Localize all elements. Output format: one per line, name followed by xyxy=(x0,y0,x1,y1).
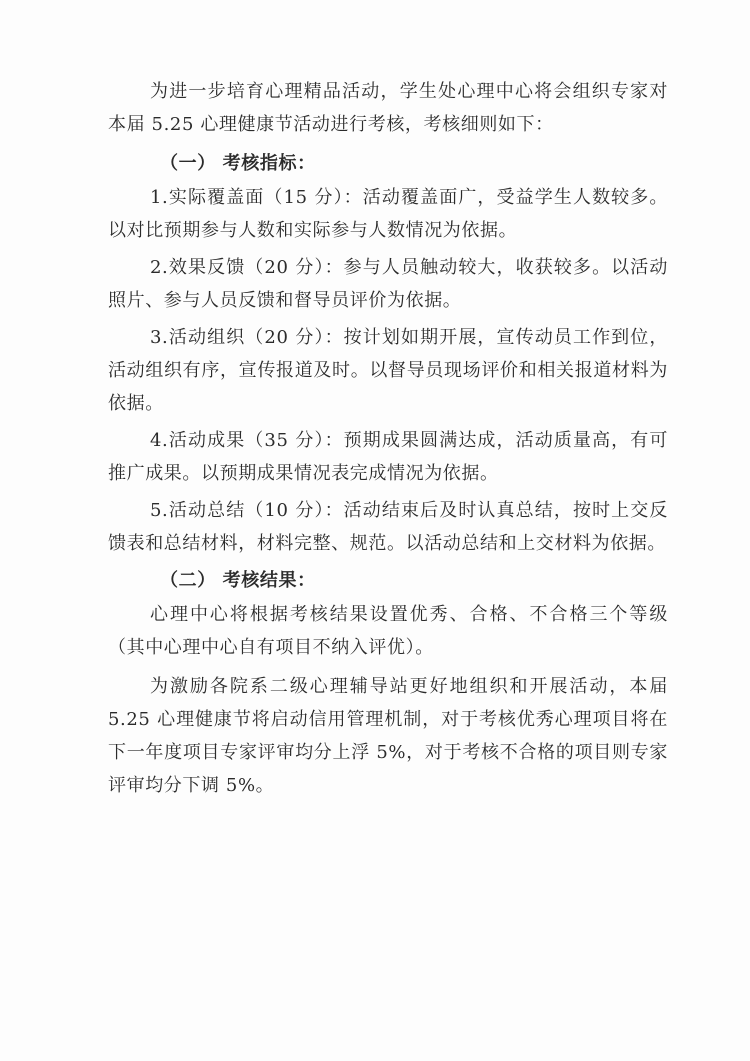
indicator-item-4: 4.活动成果（35 分）：预期成果圆满达成，活动质量高，有可推广成果。以预期成果情况表完成情况为依据。 xyxy=(108,430,668,484)
document-body xyxy=(108,75,668,808)
indicator-item-3: 3.活动组织（20 分）：按计划如期开展，宣传动员工作到位，活动组织有序，宣传报道及时。以督导员现场评价和相关报道材料为依据。 xyxy=(108,327,668,414)
results-paragraph-2: 为激励各院系二级心理辅导站更好地组织和开展活动，本届 5.25 心理健康节将启动信用管理机制，对于考核优秀心理项目将在下一年度项目专家评审均分上浮 5%，对于考核不合格的项目则专家评审均分下调 5%。 xyxy=(108,676,668,796)
intro-paragraph: 为进一步培育心理精品活动，学生处心理中心将会组织专家对本届 5.25 心理健康节活动进行考核，考核细则如下： xyxy=(108,81,668,135)
indicator-item-2: 2.效果反馈（20 分）：参与人员触动较大，收获较多。以活动照片、参与人员反馈和督导员评价为依据。 xyxy=(108,257,668,311)
results-paragraph-1: 心理中心将根据考核结果设置优秀、合格、不合格三个等级（其中心理中心自有项目不纳入评优）。 xyxy=(108,604,668,658)
section-heading-results: （二） 考核结果： xyxy=(160,570,316,591)
indicator-item-5: 5.活动总结（10 分）：活动结束后及时认真总结，按时上交反馈表和总结材料，材料完整、规范。以活动总结和上交材料为依据。 xyxy=(108,500,668,554)
section-heading-indicators: （一） 考核指标： xyxy=(160,153,316,174)
indicator-item-1: 1.实际覆盖面（15 分）：活动覆盖面广，受益学生人数较多。以对比预期参与人数和实际参与人数情况为依据。 xyxy=(108,187,668,241)
